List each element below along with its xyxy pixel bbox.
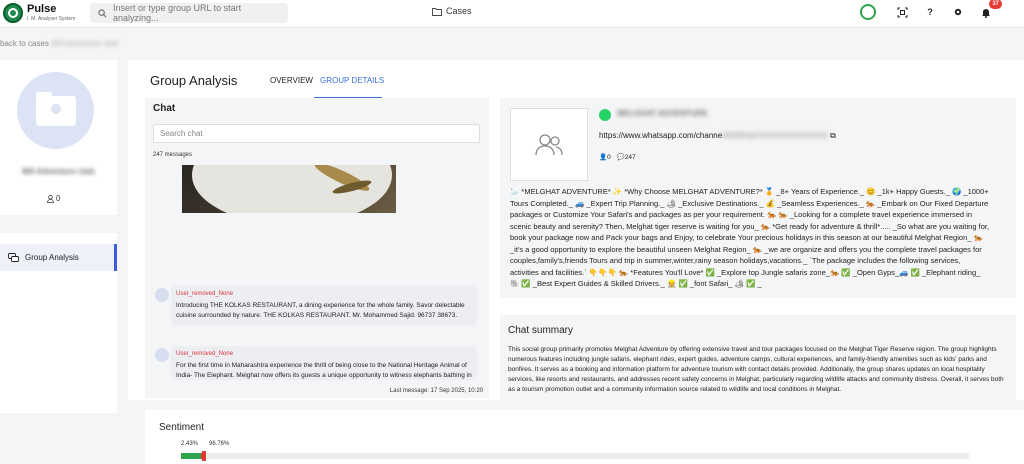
group-avatar [17, 72, 94, 149]
status-ring-icon[interactable] [860, 4, 876, 20]
group-profile-card [0, 60, 117, 215]
help-icon[interactable]: ? [927, 7, 933, 17]
group-image [510, 108, 588, 181]
neutral-percentage: 96.76% [209, 441, 230, 447]
chat-message [171, 286, 477, 326]
main-panel [128, 60, 1024, 400]
chat-heading: Chat [153, 103, 176, 114]
sentiment-card [145, 410, 1024, 464]
cases-label: Cases [446, 6, 472, 16]
app-subtitle: I. M. Analyser System [27, 16, 76, 22]
user-icon [47, 195, 54, 203]
page-title: Group Analysis [150, 73, 238, 88]
scan-icon[interactable] [894, 4, 910, 20]
sentiment-heading: Sentiment [159, 422, 205, 433]
group-info-panel [500, 98, 1016, 298]
notification-badge: 37 [989, 0, 1002, 9]
folder-icon [432, 7, 442, 16]
top-bar [0, 0, 1024, 28]
users-icon [534, 133, 564, 157]
user-avatar [155, 348, 169, 362]
message-sender: User_removed_None [176, 351, 234, 357]
chat-bubbles-icon [8, 253, 19, 263]
side-nav [0, 233, 117, 413]
search-input[interactable]: Insert or type group URL to start analyzing... [112, 3, 242, 23]
user-avatar [155, 288, 169, 302]
message-count: 247 messages [153, 152, 193, 158]
pulse-logo-icon[interactable] [3, 3, 23, 23]
tab-overview[interactable]: OVERVIEW [270, 76, 313, 85]
profile-member-count: 0 [47, 194, 60, 203]
message-text: For the first time in Maharashtra experience the thrill of being close to the National Heritage Animal of India- The Elephant. Melghat now offers its guests a unique opportunity to witness elephants bathing in [176, 362, 472, 379]
summary-heading: Chat summary [508, 325, 574, 336]
message-sender: User_removed_None [176, 291, 234, 297]
group-title: MELGHAT ADVENTURE [617, 109, 708, 118]
chat-image-attachment[interactable] [182, 165, 396, 213]
breadcrumb[interactable] [0, 39, 118, 48]
last-message-timestamp: Last message: 17 Sep 2025, 10:20 [389, 388, 483, 394]
group-description: 🦢 *MELGHAT ADVENTURE* ✨ *Why Choose MELGHAT ADVENTURE?* 🏅 _8+ Years of Experience._ 😊 _1k+ Happy Guests._ 🌍 _1000+ Tours Completed._ 🚙 _Expert Trip Planning._ 🏕 _Exclusive Destinations._ 💰 _Seamless Experiences._ 🐅 _Embark on Our Fixed Departure packages or Customize Your Safari's and packages as per your requirement. 🐅 🐅 _Looking for a complete travel experience immersed in scenic beauty and serenity? Then, Melghat tiger reserve is waiting for you_ 🐅 *Get ready for adventure & thrill*..... _So what are you waiting for, book your package now and Pack your bags and Enjoy, to celebrate Your precious holidays in this season at our beautiful Melghat Region_ 🐅 _it's a good opportunity to explore the beautiful unseen Melghat Region_ 🐅 _we are organize and offers you the complete travel packages for couples,family's,friends Tours and trip in summer,winter,rainy season holidays,vacations._ `The package includes the following services, activities and facilities.` 👇👇👇 🐅 *Features You'll Love* ✅ _Explore top Jungle safaris zone_🐅 ✅ _Open Gyps_🚙 ✅ _Elephant riding_ 🐘 ✅ _Best Expert Guides & Skilled Drivers._ 👷 ✅ _font Safari_ 🏕 ✅ _ [510, 187, 990, 288]
header-actions [860, 1, 999, 20]
sentiment-marker [202, 451, 206, 461]
nav-item-label: Group Analysis [25, 253, 79, 262]
breadcrumb-group-name: MA Adventure club [51, 39, 118, 48]
cases-link[interactable] [432, 6, 472, 16]
profile-group-name: MA Adventure club [22, 167, 95, 176]
whatsapp-icon [599, 109, 611, 121]
sentiment-segment-positive [181, 453, 201, 459]
negative-percentage: 2.43% [181, 441, 199, 447]
summary-text: This social group primarily promotes Melghat Adventure by offering extensive travel and tour packages focused on the Melghat Tiger Reserve region. The group highlights numerous features including jungle safaris, elephant rides, expert guides, adventure camps, cultural experiences, and family-friendly amenities such as kids' parks and bonfires. It serves as a booking and information platform for adventure tourism with contact details provided. Additionally, the group shares updates on local hospitality services, like resorts and restaurants, and addresses recent safety concerns in Melghat, particularly regarding wildlife attacks and community distress. Overall, it serves both as a tourism promotion outlet and a community information source related to wildlife and local conditions in Melghat. [508, 346, 1004, 393]
sentiment-bar [181, 453, 969, 459]
chat-summary-panel [500, 315, 1016, 400]
member-count-badge: 👤0 [599, 154, 611, 161]
tab-group-details[interactable]: GROUP DETAILS [320, 76, 385, 85]
gear-icon[interactable] [950, 4, 966, 20]
message-text: Introducing THE KOLKAS RESTAURANT, a dining experience for the whole family. Savor delectable cuisine surrounded by nature. THE KOLKAS RESTAURANT. Mr. Mohammed Sajid. 96737 38673. [176, 302, 465, 319]
chat-search-input[interactable]: Search chat [153, 124, 480, 143]
folder-user-icon [36, 96, 76, 126]
nav-item-group-analysis[interactable] [0, 244, 117, 271]
back-to-cases-link[interactable]: back to cases [0, 39, 49, 48]
copy-icon[interactable]: ⧉ [830, 131, 836, 140]
search-icon [98, 9, 107, 18]
group-url[interactable]: https://www.whatsapp.com/channel/0029VaXXXXXXXXXXXXXX ⧉ [599, 131, 836, 140]
group-stats [599, 153, 636, 161]
group-url-search[interactable] [90, 3, 288, 23]
chat-message [171, 346, 477, 380]
message-count-badge: 💬247 [616, 154, 636, 161]
app-name: Pulse [27, 3, 57, 15]
chat-panel [145, 98, 489, 398]
notifications-bell-icon[interactable] [978, 1, 999, 20]
